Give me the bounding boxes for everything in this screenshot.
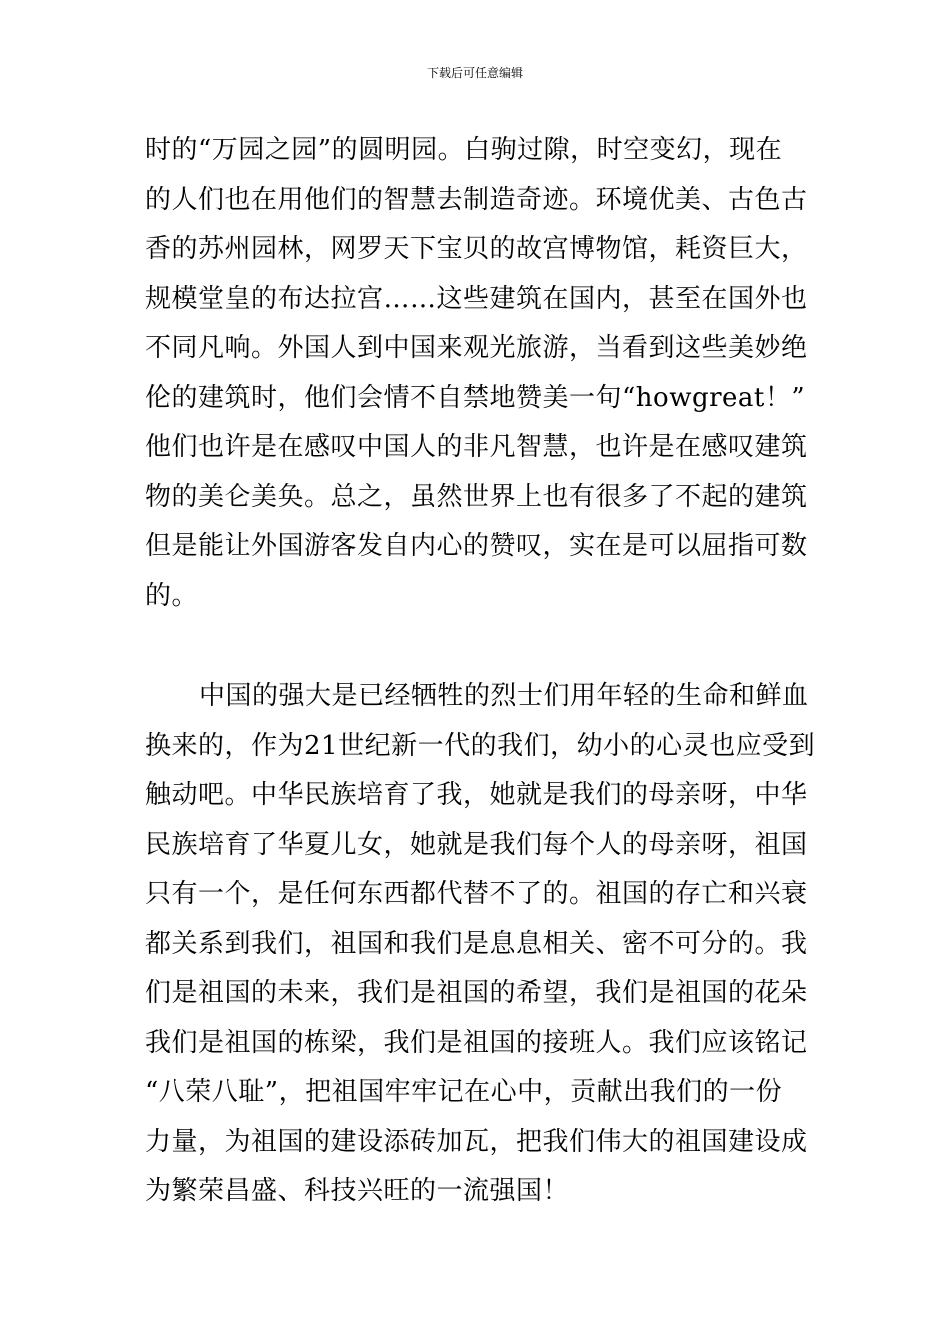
text-line: 中国的强大是已经牺牲的烈士们用年轻的生命和鲜血 (199, 681, 809, 711)
text-line: 伦的建筑时，他们会情不自禁地赞美一句“howgreat！” (145, 382, 806, 413)
text-line: 触动吧。中华民族培育了我，她就是我们的母亲呀，中华 (145, 780, 808, 810)
paragraph-1 (145, 126, 807, 621)
text-line: 为繁荣昌盛、科技兴旺的一流强国！ (145, 1176, 570, 1206)
text-line: 民族培育了华夏儿女，她就是我们每个人的母亲呀，祖国 (145, 829, 808, 860)
text-line: “八荣八耻”，把祖国牢牢记在心中，贡献出我们的一份 (145, 1077, 783, 1107)
text-line: 们是祖国的未来，我们是祖国的希望，我们是祖国的花朵 (145, 978, 808, 1008)
text-line: 他们也许是在感叹中国人的非凡智慧，也许是在感叹建筑 (145, 432, 808, 462)
paragraph-2 (145, 672, 816, 1217)
text-line: 只有一个，是任何东西都代替不了的。祖国的存亡和兴衰 (145, 879, 808, 909)
text-line: 的。 (145, 580, 199, 611)
text-line: 规模堂皇的布达拉宫……这些建筑在国内，甚至在国外也 (145, 283, 808, 314)
text-line: 时的“万园之园”的圆明园。白驹过隙，时空变幻，现在 (145, 135, 783, 165)
text-line: 我们是祖国的栋梁，我们是祖国的接班人。我们应该铭记 (145, 1027, 808, 1058)
text-line: 换来的，作为21世纪新一代的我们，幼小的心灵也应受到 (145, 730, 816, 761)
text-line: 物的美仑美奂。总之，虽然世界上也有很多了不起的建筑 (145, 481, 808, 512)
text-line: 都关系到我们，祖国和我们是息息相关、密不可分的。我 (145, 928, 808, 959)
text-line: 力量，为祖国的建设添砖加瓦，把我们伟大的祖国建设成 (145, 1126, 808, 1157)
text-line: 但是能让外国游客发自内心的赞叹，实在是可以屈指可数 (145, 531, 808, 561)
text-line: 香的苏州园林，网罗天下宝贝的故宫博物馆，耗资巨大， (145, 234, 808, 264)
text-line: 的人们也在用他们的智慧去制造奇迹。环境优美、古色古 (145, 184, 808, 215)
page-header: 下载后可任意编辑 (426, 66, 523, 80)
text-line: 不同凡响。外国人到中国来观光旅游，当看到这些美妙绝 (145, 333, 808, 363)
